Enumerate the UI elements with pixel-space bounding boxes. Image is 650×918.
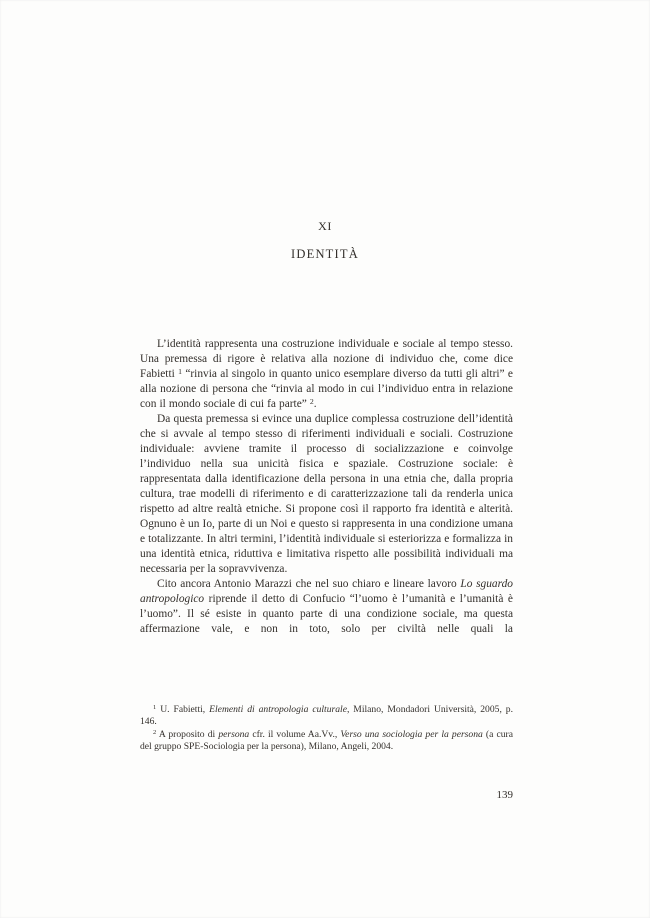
- text-segment: A proposito di: [156, 728, 219, 740]
- italic-text: persona: [218, 728, 250, 740]
- text-segment: , Milano, Mondadori Università, 2005, p. 146.: [140, 704, 513, 728]
- body-text-block: [140, 337, 513, 637]
- body-paragraph: [140, 577, 513, 637]
- text-segment: U. Fabietti,: [156, 704, 210, 715]
- footnote-ref: 2: [153, 728, 157, 736]
- chapter-number: XI: [318, 219, 332, 233]
- footnote-ref: 2: [309, 396, 314, 406]
- text-segment: L’identità rappresenta una costruzione individuale e sociale al tempo stesso. Una premessa di rigore è relativa alla nozione di individuo che, come dice Fabietti: [140, 338, 513, 380]
- footnote-ref: 1: [178, 366, 182, 376]
- text-segment: “rinvia al singolo in quanto unico esemplare diverso da tutti gli altri” e alla nozione di persona che “rinvia al modo in cui l’individuo entra in relazione con il mondo sociale di cui fa parte”: [140, 368, 513, 410]
- footnotes-block: [140, 704, 513, 753]
- footnote-item: [140, 704, 513, 729]
- chapter-title: IDENTITÀ: [291, 247, 359, 261]
- text-segment: .: [313, 398, 317, 410]
- text-segment: Cito ancora Antonio Marazzi che nel suo chiaro e lineare lavoro: [157, 578, 461, 590]
- body-paragraph: [140, 337, 513, 412]
- text-segment: cfr. il volume Aa.Vv.,: [249, 728, 341, 740]
- italic-text: Lo sguardo antropologico: [140, 578, 513, 605]
- footnote-item: [140, 729, 513, 754]
- page-number: 139: [496, 789, 513, 801]
- text-segment: riprende il detto di Confucio “l’uomo è l’umanità e l’umanità è l’uomo”. Il sé esiste in quanto parte di una condizione sociale, ma questa affermazione vale, e non in toto, solo per civiltà nelle quali la: [140, 593, 513, 635]
- italic-text: Verso una sociologia per la persona: [340, 728, 483, 740]
- text-segment: Da questa premessa si evince una duplice complessa costruzione dell’identità che si avvale al tempo stesso di riferimenti individuali e sociali. Costruzione individuale: avviene tramite il processo di socializzazione e coinvolge l’individuo nella sua unicità fisica e spaziale. Costruzione sociale: è rappresentata dalla identificazione della persona in una etnia che, dalla propria cultura, trae modelli di riferimento e di caratterizzazione tali da renderla unica rispetto ad altre realtà etniche. Si propone così il rapporto fra identità e alterità. Ognuno è un Io, parte di un Noi e questo si rappresenta in una condizione umana e totalizzante. In altri termini, l’identità individuale si esteriorizza e formalizza in una identità etnica, riduttiva e limitativa rispetto alle possibilità individuali ma necessaria per la sopravvivenza.: [140, 413, 513, 575]
- body-paragraph: [140, 412, 513, 577]
- text-segment: (a cura del gruppo SPE-Sociologia per la persona), Milano, Angeli, 2004.: [140, 728, 514, 752]
- footnote-ref: 1: [153, 704, 157, 712]
- italic-text: Elementi di antropologia culturale: [209, 704, 347, 715]
